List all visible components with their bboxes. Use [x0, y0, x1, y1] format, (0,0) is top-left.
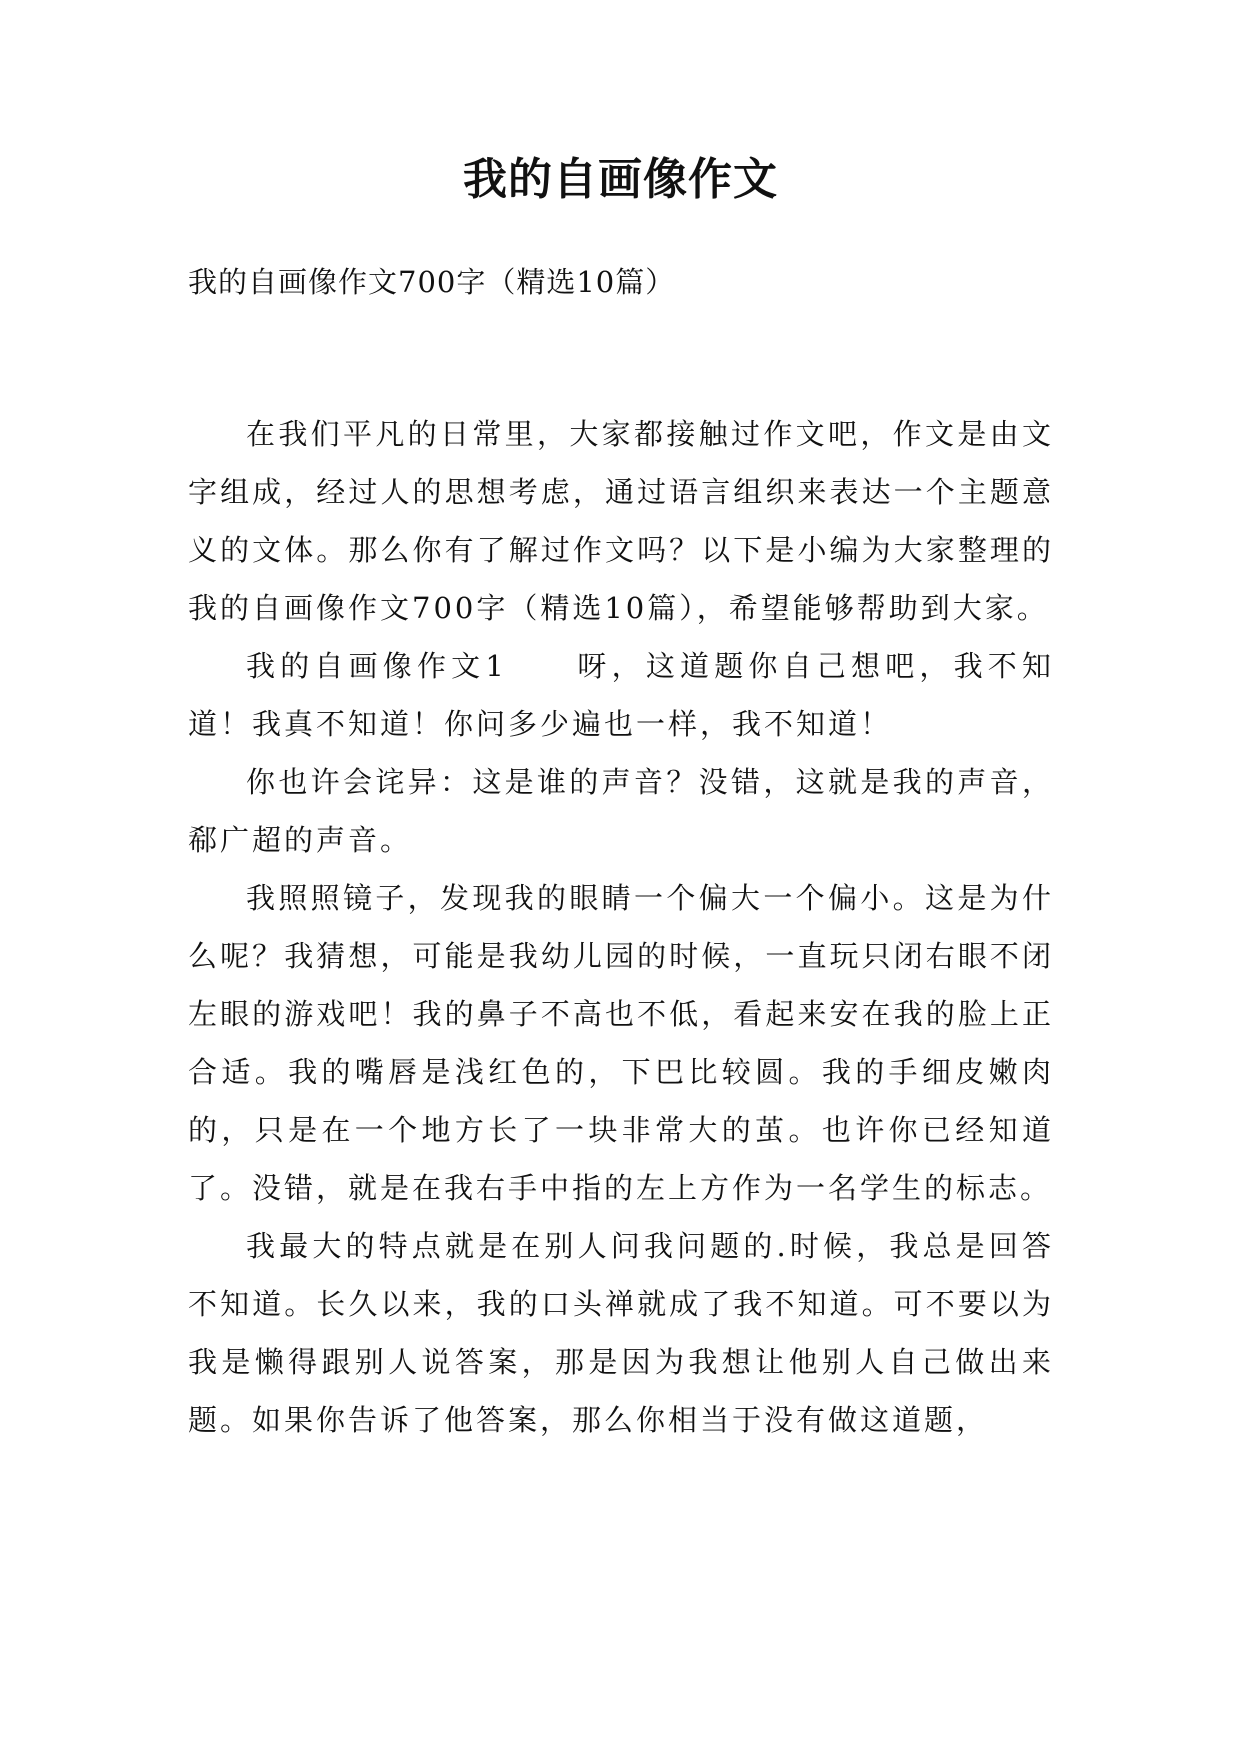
- document-title: 我的自画像作文: [463, 154, 778, 205]
- paragraph-essay1-opening: 我的自画像作文1 呀，这道题你自己想吧，我不知道！我真不知道！你问多少遍也一样，我不知道！: [188, 649, 1054, 741]
- paragraph-intro: 在我们平凡的日常里，大家都接触过作文吧，作文是由文字组成，经过人的思想考虑，通过语言组织来表达一个主题意义的文体。那么你有了解过作文吗？以下是小编为大家整理的我的自画像作文700字（精选10篇），希望能够帮助到大家。: [188, 417, 1054, 625]
- document-body: [188, 405, 1054, 1449]
- document-subtitle: 我的自画像作文700字（精选10篇）: [188, 265, 676, 299]
- paragraph-trait: 我最大的特点就是在别人问我问题的.时候，我总是回答不知道。长久以来，我的口头禅就成了我不知道。可不要以为我是懒得跟别人说答案，那是因为我想让他别人自己做出来题。如果你告诉了他答案，那么你相当于没有做这道题，: [188, 1229, 1054, 1437]
- paragraph-appearance: 我照照镜子，发现我的眼睛一个偏大一个偏小。这是为什么呢？我猜想，可能是我幼儿园的时候，一直玩只闭右眼不闭左眼的游戏吧！我的鼻子不高也不低，看起来安在我的脸上正合适。我的嘴唇是浅红色的，下巴比较圆。我的手细皮嫩肉的，只是在一个地方长了一块非常大的茧。也许你已经知道了。没错，就是在我右手中指的左上方作为一名学生的标志。: [188, 881, 1054, 1205]
- paragraph-voice: 你也许会诧异：这是谁的声音？没错，这就是我的声音，郗广超的声音。: [188, 765, 1054, 857]
